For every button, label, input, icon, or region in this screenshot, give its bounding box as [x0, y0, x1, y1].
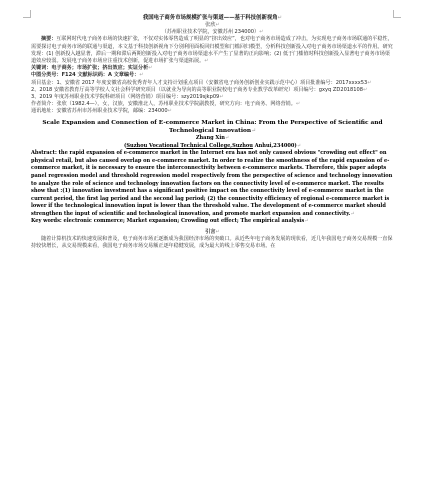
margin-corner-mark: [393, 10, 401, 18]
margin-corner-mark: [23, 10, 31, 18]
paper-body: [31, 14, 394, 250]
cn-affiliation: （苏州职业技术学院，安徽苏州 234000）↵: [161, 29, 264, 36]
cn-address: 通讯地址：安徽省苏州市苏州职业技术学院，邮编：234000↵: [31, 108, 172, 115]
en-title: Scale Expansion and Connection of E-commerce Market in China: From the Perspective of Scientific and Technological Innovation↵: [42, 119, 383, 134]
en-abstract: Abstract: the rapid expansion of e-commerce market in the Internet era has not only caused obvious "crowding out effect" on physical retail, but also caused overlap on e-commerce market. In order to realize the smoothness of the rapid expansion of e-commerce market, it is necessary to ensure the interconnectivity between e-commerce markets. Therefore, this paper adopts panel regression model and threshold regression model respectively from the perspective of science and technology innovation to analyze the role of science and technology innovation factors on the connectivity level of e-commerce market. The results show that :(1) innovation investment has a significant positive impact on the connectivity level of e-commerce market in the current period, the first lag period and the second lag period; (2) the connectivity efficiency of regional e-commerce market is lower if the technological innovation input is lower than the threshold value. The development of e-commerce market should strengthen the input of scientific and technological innovation, and promote market expansion and connectivity.↵: [31, 150, 393, 217]
en-keywords: Key words: electronic commerce; Market expansion; Crowding out effect; The empirical analysis↵: [31, 218, 309, 225]
cn-title: 我国电子商务市场规模扩张与渠道——基于科技创新视角↵: [142, 15, 283, 21]
en-author: Zhang Xin↵: [195, 135, 230, 142]
cn-keywords: 关键词：电子商务；市场扩张；挤出效应；实证分析↵: [31, 65, 153, 72]
cn-classification: 中图分类号：F124 文献标识码：A 文章编号：↵: [31, 72, 144, 79]
cn-funding-1: 项目基金：1、安徽省 2017 年度安徽省高校优秀青年人才支持计划重点项目（安徽省电子商务创新创业实践示范中心）项目批准编号：2017xxxx53↵: [31, 79, 372, 86]
cn-funding-2: 2、2018 安徽省教育厅高等学校人文社会科学研究项目（以就业为导向的高等职业院校电子商务专业教学改革研究）项目编号：gxyq ZD2018108↵: [31, 86, 368, 93]
cn-abstract: 摘要：互联网时代电子商务市场的快速扩张，不仅对实体零售造成了明显的“挤出效应”，也对电子商务市场造成了冲击，为实现电子商务市场联通的平稳性，需要探讨电子商务市场的联通与渠道，本文基于科技创新视角下分别利用面板回归模型和门槛回归模型，分析科技创新投入对电子商务市场渠道水平的作用。研究发现：(1) 创新投入越显著，滞后一期和滞后两期创新投入对电子商务市场渠道水平产生了显著的正向影响；(2) 低于门槛值时科技创新投入显著电子商务市场渠道效应较弱。发展电子商务市场应注重技术创新，促进市场扩张与渠道拓展。↵: [31, 36, 393, 65]
en-affiliation: (Suzhou Vocational Technical College,Suzhou Anhui,234000)↵: [123, 142, 302, 149]
intro-paragraph: 随着计算机技术的快速发展和普及，电子商务市场正逐渐成为我国经济市场的突破口。从近些年电子商务发展的现状看，近几年我国电子商务交易规模一直保持较快增长，从交易规模来看，我国电子商务市场交易额正逐年稳健发展，成为最大的线上零售交易市场。在: [31, 236, 393, 250]
cn-author-bio: 作者简介：张欣（1982.4—），女，汉族，安徽淮北人，苏州职业技术学院副教授，研究方向：电子商务、网络营销。↵: [31, 101, 301, 108]
cn-author: 张欣↵: [205, 22, 220, 28]
cn-funding-3: 3、2019 年度苏州职业技术学院科研项目（网络营销）项目编号：szy2019sjkp09↵: [31, 94, 224, 101]
section-heading-introduction: 引言↵: [205, 228, 220, 235]
